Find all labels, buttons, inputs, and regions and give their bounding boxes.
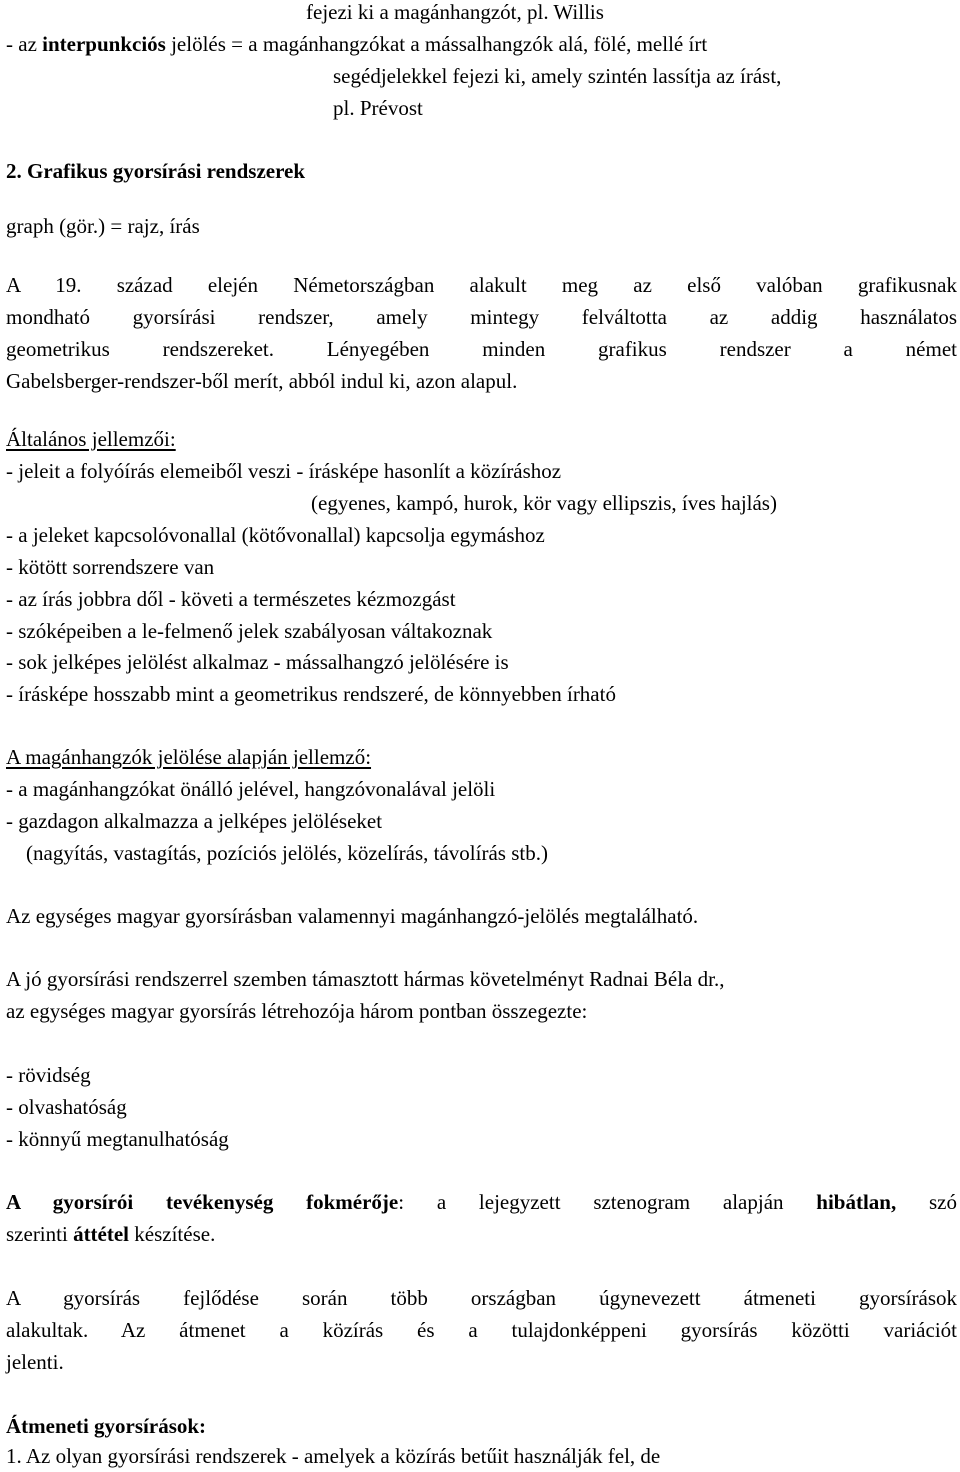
general-heading: Általános jellemzői: [6, 427, 176, 451]
general-item: - kötött sorrendszere van [6, 555, 215, 579]
general-item: (egyenes, kampó, hurok, kör vagy ellipszis, íves hajlás) [311, 491, 777, 515]
general-item: - az írás jobbra dől - követi a természetes kézmozgást [6, 587, 456, 611]
intro-line-1: fejezi ki a magánhangzót, pl. Willis [306, 0, 604, 24]
vowels-item: - gazdagon alkalmazza a jelképes jelöléseket [6, 809, 383, 833]
measure-line-1: A gyorsírói tevékenység fokmérője: a lejegyzett sztenogram alapján hibátlan, szó [6, 1190, 957, 1214]
radnai-line-1: A jó gyorsírási rendszerrel szemben támasztott hármas követelményt Radnai Béla dr., [6, 967, 725, 991]
general-item: - szóképeiben a le-felmenő jelek szabályosan váltakoznak [6, 619, 493, 643]
general-item: - jeleit a folyóírás elemeiből veszi - írásképe hasonlít a közíráshoz [6, 459, 562, 483]
para-line-1: A 19. század elején Németországban alakult meg az első valóban grafikusnak [6, 273, 957, 297]
requirement-item: - könnyű megtanulhatóság [6, 1127, 229, 1151]
para-line-4: Gabelsberger-rendszer-ből merít, abból indul ki, azon alapul. [6, 369, 518, 393]
para-line-3: geometrikus rendszereket. Lényegében minden grafikus rendszer a német [6, 337, 957, 361]
transition-line-3: jelenti. [6, 1350, 64, 1374]
transitional-item-1: 1. Az olyan gyorsírási rendszerek - amelyek a közírás betűit használják fel, de [6, 1444, 661, 1468]
interpunctional-term: interpunkciós [42, 32, 166, 56]
unified-line: Az egységes magyar gyorsírásban valamennyi magánhangzó-jelölés megtalálható. [6, 904, 699, 928]
transition-line-2: alakultak. Az átmenet a közírás és a tulajdonképpeni gyorsírás közötti variációt [6, 1318, 957, 1342]
measure-line-2: szerinti áttétel készítése. [6, 1222, 216, 1246]
intro-line-2: - az interpunkciós jelölés = a magánhangzókat a mássalhangzók alá, fölé, mellé írt [6, 32, 708, 56]
vowels-heading: A magánhangzók jelölése alapján jellemző: [6, 745, 372, 769]
transition-line-1: A gyorsírás fejlődése során több országban úgynevezett átmeneti gyorsírások [6, 1286, 957, 1310]
intro-line-4: pl. Prévost [333, 96, 423, 120]
requirement-item: - rövidség [6, 1063, 91, 1087]
general-item: - a jeleket kapcsolóvonallal (kötővonallal) kapcsolja egymáshoz [6, 523, 545, 547]
vowels-item: (nagyítás, vastagítás, pozíciós jelölés, közelírás, távolírás stb.) [26, 841, 548, 865]
para-line-2: mondható gyorsírási rendszer, amely mintegy felváltotta az addig használatos [6, 305, 957, 329]
general-item: - írásképe hosszabb mint a geometrikus rendszeré, de könnyebben írható [6, 682, 616, 706]
transitional-heading: Átmeneti gyorsírások: [6, 1414, 207, 1438]
general-item: - sok jelképes jelölést alkalmaz - mássalhangzó jelölésére is [6, 650, 509, 674]
vowels-item: - a magánhangzókat önálló jelével, hangzóvonalával jelöli [6, 777, 496, 801]
etymology-line: graph (gör.) = rajz, írás [6, 214, 200, 238]
intro-line-3: segédjelekkel fejezi ki, amely szintén lassítja az írást, [333, 64, 782, 88]
section-heading: 2. Grafikus gyorsírási rendszerek [6, 159, 306, 183]
requirement-item: - olvashatóság [6, 1095, 127, 1119]
radnai-line-2: az egységes magyar gyorsírás létrehozója három pontban összegezte: [6, 999, 588, 1023]
